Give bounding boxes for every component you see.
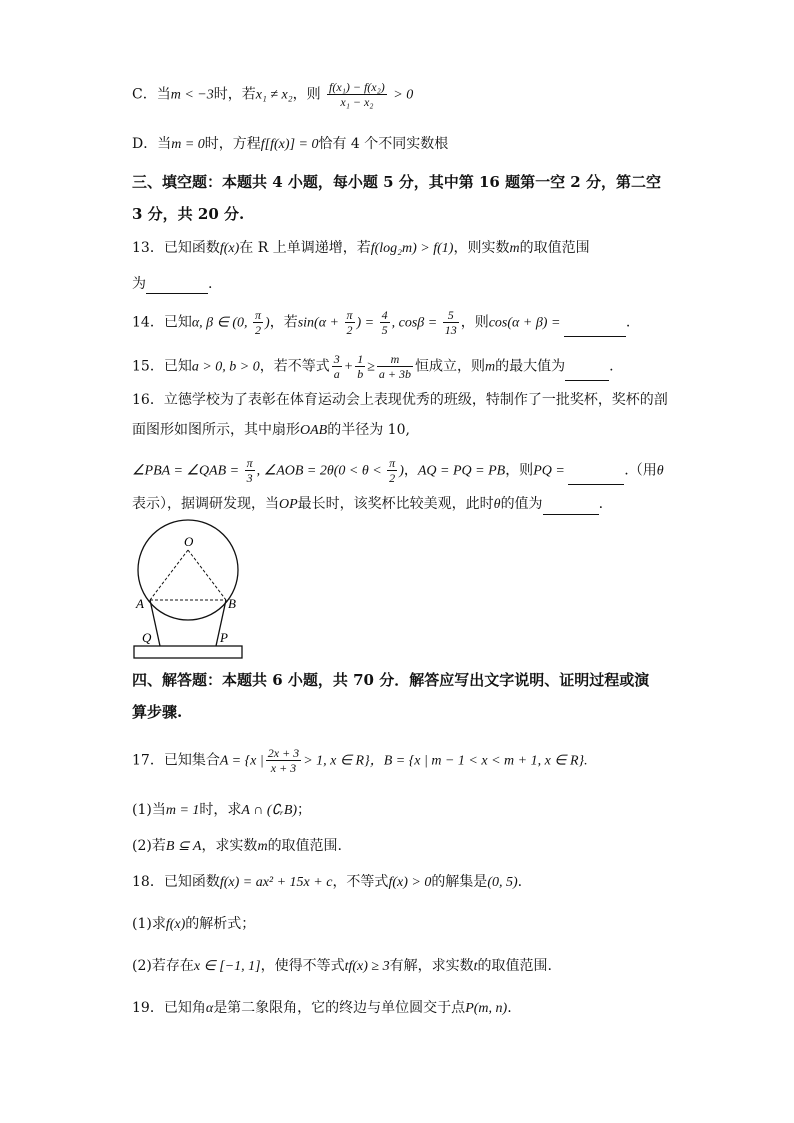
question-13: 13．已知函数f(x)在 R 上单调递增，若f(log₂m) > f(1)，则实数m的取值范围: [132, 240, 590, 256]
question-16-cont3: 表示），据调研发现，当OP最长时，该奖杯比较美观，此时θ的值为 .: [132, 494, 603, 515]
label-q: Q: [142, 630, 152, 645]
trophy-figure: [130, 518, 250, 664]
radius-ob: [188, 550, 226, 600]
question-13-cont: 为 .: [132, 276, 213, 292]
question-14: 14．已知α, β ∈ (0, $\frac{\pi}{2}$ )，若sin(α + $\frac{\pi}{2}$ ) = $\frac{4}{5}$ , cosβ = $\frac{5}{13}$ ，则cos(α + β) = .: [132, 308, 631, 337]
answer-blank[interactable]: [146, 279, 208, 294]
question-16: 16．立德学校为了表彰在体育运动会上表现优秀的班级，特制作了一批奖杯，奖杯的剖: [132, 392, 668, 408]
question-17-part2: (2)若B ⊆ A，求实数m的取值范围.: [132, 838, 343, 854]
answer-blank[interactable]: [564, 322, 626, 337]
question-16-cont: 面图形如图所示，其中扇形OAB的半径为 10,: [132, 422, 410, 438]
label-o: O: [184, 534, 194, 549]
answer-blank[interactable]: [543, 500, 599, 515]
option-c: C．当m < −3时，若x₁ ≠ x₂，则 $\frac{\text{f(x₁) − f(x₂)}}{\text{x₁ − x₂}}$ > 0: [132, 80, 414, 109]
question-18-part2: (2)若存在x ∈ [−1, 1]，使得不等式tf(x) ≥ 3有解，求实数t的取值范围.: [132, 958, 552, 974]
radius-oa: [150, 550, 188, 600]
question-18-part1: (1)求f(x)的解析式；: [132, 916, 256, 932]
question-15: 15．已知a > 0, b > 0，若不等式 $\frac{3}{a}$ + $\frac{1}{b}$ ≥ $\frac{m}{a + 3b}$ 恒成立，则m的最大值为 .: [132, 352, 614, 381]
question-17-part1: (1)当m = 1时，求A ∩ (∁ᵣB)；: [132, 802, 312, 818]
label-b: B: [228, 596, 236, 611]
section-4-heading-cont: 算步骤.: [132, 703, 183, 721]
fraction: $\frac{\text{f(x₁) − f(x₂)}}{\text{x₁ − x₂}}$: [329, 80, 385, 109]
question-17: 17．已知集合A = {x | $\frac{2x + 3}{x + 3}$ > 1, x ∈ R}，B = {x | m − 1 < x < m + 1, x ∈ R}.: [132, 746, 588, 775]
question-18: 18．已知函数f(x) = ax² + 15x + c，不等式f(x) > 0的解集是(0, 5).: [132, 874, 523, 890]
section-3-heading-cont: 3 分，共 20 分.: [132, 205, 245, 223]
question-16-cont2: ∠PBA = ∠QAB = $\frac{\pi}{3}$ , ∠AOB = 2θ(0 < θ < $\frac{\pi}{2}$ )，AQ = PQ = PB，则PQ = .（用θ: [132, 456, 664, 485]
trophy-base: [134, 646, 242, 658]
section-4-heading: 四、解答题：本题共 6 小题，共 70 分．解答应写出文字说明、证明过程或演: [132, 671, 650, 689]
answer-blank[interactable]: [565, 366, 609, 381]
question-19: 19．已知角α是第二象限角，它的终边与单位圆交于点P(m, n).: [132, 1000, 512, 1016]
section-3-heading: 三、填空题：本题共 4 小题，每小题 5 分，其中第 16 题第一空 2 分，第二空: [132, 173, 661, 191]
label-p: P: [220, 630, 228, 645]
answer-blank[interactable]: [568, 470, 624, 485]
label-a: A: [136, 596, 144, 611]
option-d: D．当m = 0时，方程f[f(x)] = 0恰有 4 个不同实数根: [132, 136, 449, 152]
